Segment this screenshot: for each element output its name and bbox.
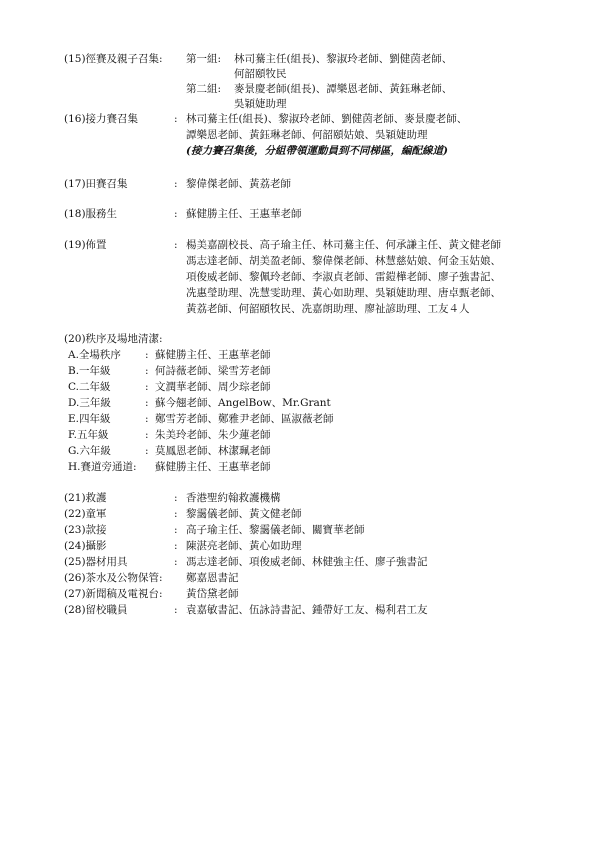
section-20-row-value: 蘇健勝主任、王惠華老師 <box>155 461 271 473</box>
section-15-group2-line2: 吳穎婕助理 <box>234 98 287 110</box>
section-17-label: (17)田賽召集 <box>64 178 128 190</box>
item-colon: : <box>174 604 178 616</box>
section-19-line: 楊美嘉副校長、高子瑜主任、林司驀主任、何承謙主任、黃文健老師 <box>186 239 501 251</box>
section-20-row-value: 朱美玲老師、朱少蓮老師 <box>155 429 271 441</box>
section-20-row-value: 鄭雪芳老師、鄭雅尹老師、區淑薇老師 <box>155 413 334 425</box>
item-value: 香港聖約翰救護機構 <box>186 492 281 504</box>
section-20-row-label: E.四年級 <box>68 413 111 425</box>
section-19-colon: : <box>174 239 178 251</box>
section-20-row-value: 文潤華老師、周少琮老師 <box>155 381 271 393</box>
section-16-label: (16)接力賽召集 <box>64 113 139 125</box>
section-15-group2-line1: 麥景慶老師(組長)、譚樂恩老師、黃鈺琳老師、 <box>234 83 453 95</box>
item-value: 黎靄儀老師、黃文健老師 <box>186 508 302 520</box>
item-value: 馮志達老師、項俊威老師、林健強主任、廖子強書記 <box>186 556 428 568</box>
section-18-value: 蘇健勝主任、王惠華老師 <box>186 208 302 220</box>
section-20-row-colon: : <box>145 349 149 361</box>
section-20-row-colon: : <box>145 381 149 393</box>
section-20-row-colon: : <box>145 365 149 377</box>
item-label: (27)新聞稿及電視台: <box>64 588 163 600</box>
item-colon: : <box>174 524 178 536</box>
item-value: 袁嘉敏書記、伍詠詩書記、鍾帶好工友、楊利君工友 <box>186 604 428 616</box>
section-20-row-label: B.一年級 <box>68 365 111 377</box>
section-19-label: (19)佈置 <box>64 239 107 251</box>
section-18-label: (18)服務生 <box>64 208 118 220</box>
section-15-label: (15)徑賽及親子召集: <box>64 53 163 65</box>
section-20-row-value: 蘇今翹老師、AngelBow、Mr.Grant <box>155 397 331 409</box>
section-20-row-value: 莫鳳恩老師、林潔珮老師 <box>155 445 271 457</box>
section-20-row-colon: : <box>145 413 149 425</box>
section-20-row-label: D.三年級 <box>68 397 111 409</box>
section-20-row-value: 何詩薇老師、梁雪芳老師 <box>155 365 271 377</box>
section-20-heading: (20)秩序及場地清潔: <box>64 333 163 345</box>
section-16-colon: : <box>174 113 178 125</box>
item-label: (23)款接 <box>64 524 107 536</box>
section-17-value: 黎偉傑老師、黃荔老師 <box>186 178 291 190</box>
section-19-line: 項俊威老師、黎佩玲老師、李淑貞老師、雷鎧樺老師、廖子強書記、 <box>186 271 501 283</box>
section-20-row-colon: : <box>145 429 149 441</box>
item-label: (25)器材用具 <box>64 556 128 568</box>
item-label: (26)茶水及公物保管: <box>64 572 163 584</box>
section-16-note: (接力賽召集後，分組帶領運動員到不同梯區，編配線道) <box>186 145 448 157</box>
section-15-group1-line2: 何韶頤牧民 <box>234 68 287 80</box>
item-colon: : <box>174 492 178 504</box>
section-19-line: 黃荔老師、何韶頤牧民、冼嘉朗助理、廖祉諺助理、工友４人 <box>186 303 470 315</box>
section-20-row-label: G.六年級 <box>68 445 111 457</box>
section-17-colon: : <box>174 178 178 190</box>
section-16-line1: 林司驀主任(組長)、黎淑玲老師、劉健茵老師、麥景慶老師、 <box>186 113 468 125</box>
item-label: (24)攝影 <box>64 540 107 552</box>
item-value: 高子瑜主任、黎靄儀老師、關寶華老師 <box>186 524 365 536</box>
section-15-group1-line1: 林司驀主任(組長)、黎淑玲老師、劉健茵老師、 <box>234 53 453 65</box>
item-label: (28)留校職員 <box>64 604 128 616</box>
item-value: 陳湛亮老師、黃心如助理 <box>186 540 302 552</box>
item-colon: : <box>174 556 178 568</box>
section-20-row-colon: : <box>145 445 149 457</box>
item-label: (22)童軍 <box>64 508 107 520</box>
section-20-row-colon: : <box>145 397 149 409</box>
section-20-row-label: C.二年級 <box>68 381 111 393</box>
item-label: (21)救護 <box>64 492 107 504</box>
item-colon: : <box>174 540 178 552</box>
item-value: 黃岱黛老師 <box>186 588 239 600</box>
section-20-row-label: F.五年級 <box>68 429 109 441</box>
section-20-row-value: 蘇健勝主任、王惠華老師 <box>155 349 271 361</box>
section-20-row-label: A.全場秩序 <box>68 349 121 361</box>
section-15-group1-label: 第一組: <box>186 53 222 65</box>
section-20-row-label: H.賽道旁通道: <box>68 461 137 473</box>
section-15-group2-label: 第二組: <box>186 83 222 95</box>
item-colon: : <box>174 508 178 520</box>
section-19-line: 冼惠瑩助理、冼慧雯助理、黃心如助理、吳穎婕助理、唐卓甄老師、 <box>186 287 501 299</box>
item-value: 鄭嘉恩書記 <box>186 572 239 584</box>
section-19-line: 馮志達老師、胡美盈老師、黎偉傑老師、林慧慈姑娘、何金玉姑娘、 <box>186 255 501 267</box>
section-18-colon: : <box>174 208 178 220</box>
section-16-line2: 譚樂恩老師、黃鈺琳老師、何韶頤姑娘、吳穎婕助理 <box>186 129 428 141</box>
